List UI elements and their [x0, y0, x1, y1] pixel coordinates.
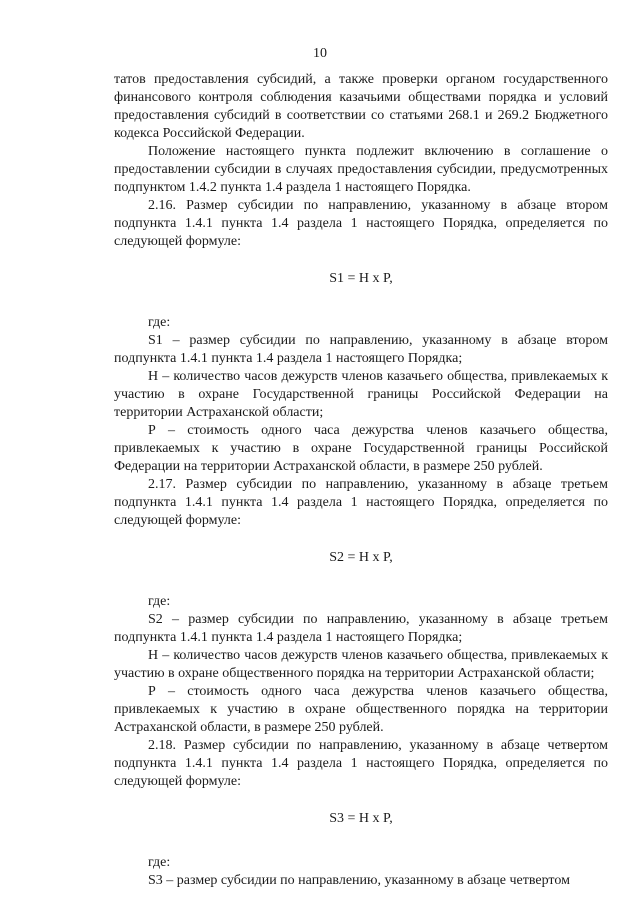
document-body [114, 71, 608, 890]
definition-p-1: Р – стоимость одного часа дежурства членов казачьего общества, привлекаемых к участию в охране Государственной границы Российской Федерации на территории Астраханской области, в размере 250 рублей. [114, 423, 608, 474]
definition-s2: S2 – размер субсидии по направлению, указанному в абзаце третьем подпункта 1.4.1 пункта 1.4 раздела 1 настоящего Порядка; [114, 612, 608, 645]
formula-s2: S2 = H x P, [329, 550, 393, 565]
definition-s3: S3 – размер субсидии по направлению, указанному в абзаце четвертом [148, 873, 570, 888]
where-label-1: где: [148, 315, 171, 330]
paragraph-agreement-provision: Положение настоящего пункта подлежит включению в соглашение о предоставлении субсидии в случаях предоставления субсидии, предусмотренных подпунктом 1.4.2 пункта 1.4 раздела 1 настоящего Порядка. [114, 144, 608, 195]
where-label-3: где: [148, 855, 171, 870]
paragraph-continuation: татов предоставления субсидий, а также проверки органом государственного финансового контроля соблюдения казачьими обществами порядка и условий предоставления субсидий в соответствии со статьями 268.1 и 269.2 Бюджетного кодекса Российской Федерации. [114, 72, 608, 141]
paragraph-2-18: 2.18. Размер субсидии по направлению, указанному в абзаце четвертом подпункта 1.4.1 пункта 1.4 раздела 1 настоящего Порядка, определяется по следующей формуле: [114, 738, 608, 789]
definition-h-2: Н – количество часов дежурств членов казачьего общества, привлекаемых к участию в охране общественного порядка на территории Астраханской области; [114, 648, 608, 681]
formula-s1: S1 = H x P, [329, 271, 393, 286]
formula-s3: S3 = H x P, [329, 811, 393, 826]
paragraph-2-16: 2.16. Размер субсидии по направлению, указанному в абзаце втором подпункта 1.4.1 пункта 1.4 раздела 1 настоящего Порядка, определяется по следующей формуле: [114, 198, 608, 249]
paragraph-2-17: 2.17. Размер субсидии по направлению, указанному в абзаце третьем подпункта 1.4.1 пункта 1.4 раздела 1 настоящего Порядка, определяется по следующей формуле: [114, 477, 608, 528]
page-number: 10 [313, 46, 327, 61]
where-label-2: где: [148, 594, 171, 609]
definition-s1: S1 – размер субсидии по направлению, указанному в абзаце втором подпункта 1.4.1 пункта 1.4 раздела 1 настоящего Порядка; [114, 333, 608, 366]
definition-p-2: Р – стоимость одного часа дежурства членов казачьего общества, привлекаемых к участию в охране общественного порядка на территории Астраханской области, в размере 250 рублей. [114, 684, 608, 735]
definition-h-1: Н – количество часов дежурств членов казачьего общества, привлекаемых к участию в охране Государственной границы Российской Федерации на территории Астраханской области; [114, 369, 608, 420]
